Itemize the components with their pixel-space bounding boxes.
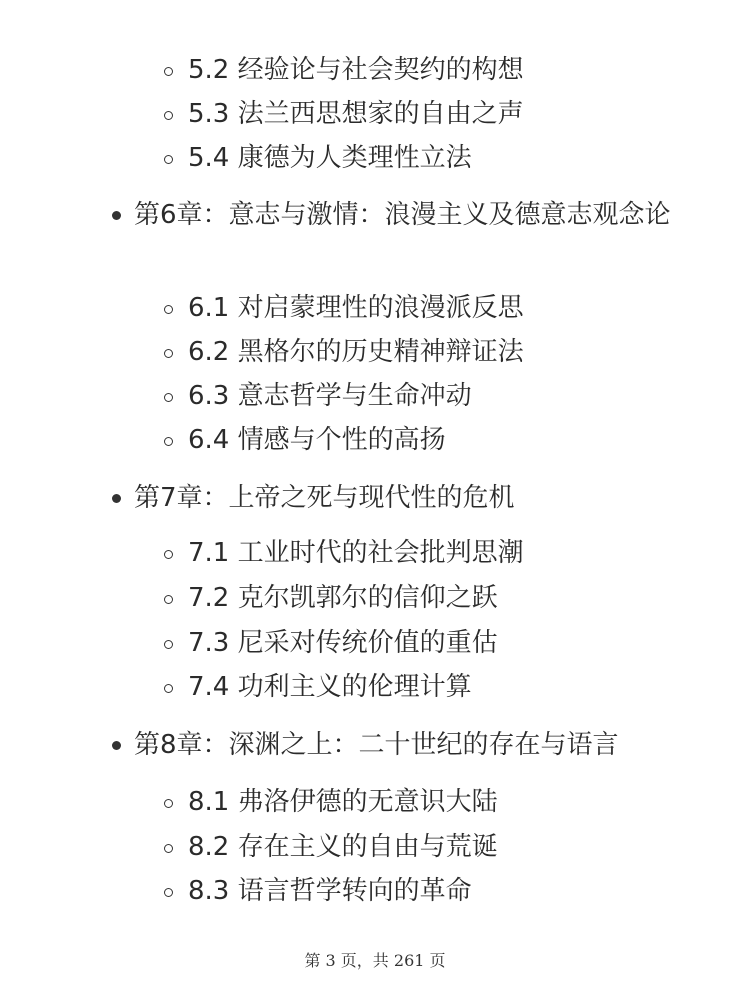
- hollow-bullet-icon: [164, 349, 173, 358]
- toc-section-title: 8.3 语言哲学转向的革命: [188, 876, 472, 906]
- bullet-icon: [112, 741, 121, 750]
- hollow-bullet-icon: [164, 393, 173, 402]
- toc-section-title: 5.4 康德为人类理性立法: [188, 143, 472, 173]
- hollow-bullet-icon: [164, 640, 173, 649]
- toc-section-title: 6.1 对启蒙理性的浪漫派反思: [188, 293, 524, 323]
- toc-section-title: 6.3 意志哲学与生命冲动: [188, 381, 472, 411]
- hollow-bullet-icon: [164, 437, 173, 446]
- page-number-footer: 第 3 页，共 261 页: [304, 951, 446, 970]
- toc-section-title: 7.1 工业时代的社会批判思潮: [188, 538, 524, 568]
- hollow-bullet-icon: [164, 305, 173, 314]
- hollow-bullet-icon: [164, 67, 173, 76]
- hollow-bullet-icon: [164, 684, 173, 693]
- toc-section-title: 8.2 存在主义的自由与荒诞: [188, 832, 498, 862]
- toc-section-title: 7.2 克尔凯郭尔的信仰之跃: [188, 583, 498, 613]
- bullet-icon: [112, 494, 121, 503]
- toc-section-title: 7.4 功利主义的伦理计算: [188, 672, 472, 702]
- toc-chapter-title: 第6章：意志与激情：浪漫主义及德意志观念论: [134, 200, 671, 230]
- toc-section-title: 6.4 情感与个性的高扬: [188, 425, 446, 455]
- hollow-bullet-icon: [164, 595, 173, 604]
- hollow-bullet-icon: [164, 111, 173, 120]
- bullet-icon: [112, 211, 121, 220]
- hollow-bullet-icon: [164, 888, 173, 897]
- toc-chapter-title: 第8章：深渊之上：二十世纪的存在与语言: [134, 730, 619, 760]
- toc-section-title: 6.2 黑格尔的历史精神辩证法: [188, 337, 524, 367]
- toc-section-title: 5.2 经验论与社会契约的构想: [188, 55, 524, 85]
- hollow-bullet-icon: [164, 155, 173, 164]
- toc-section-title: 7.3 尼采对传统价值的重估: [188, 628, 498, 658]
- toc-section-title: 8.1 弗洛伊德的无意识大陆: [188, 787, 498, 817]
- hollow-bullet-icon: [164, 844, 173, 853]
- hollow-bullet-icon: [164, 799, 173, 808]
- toc-section-title: 5.3 法兰西思想家的自由之声: [188, 99, 524, 129]
- toc-chapter-title: 第7章：上帝之死与现代性的危机: [134, 483, 515, 513]
- hollow-bullet-icon: [164, 550, 173, 559]
